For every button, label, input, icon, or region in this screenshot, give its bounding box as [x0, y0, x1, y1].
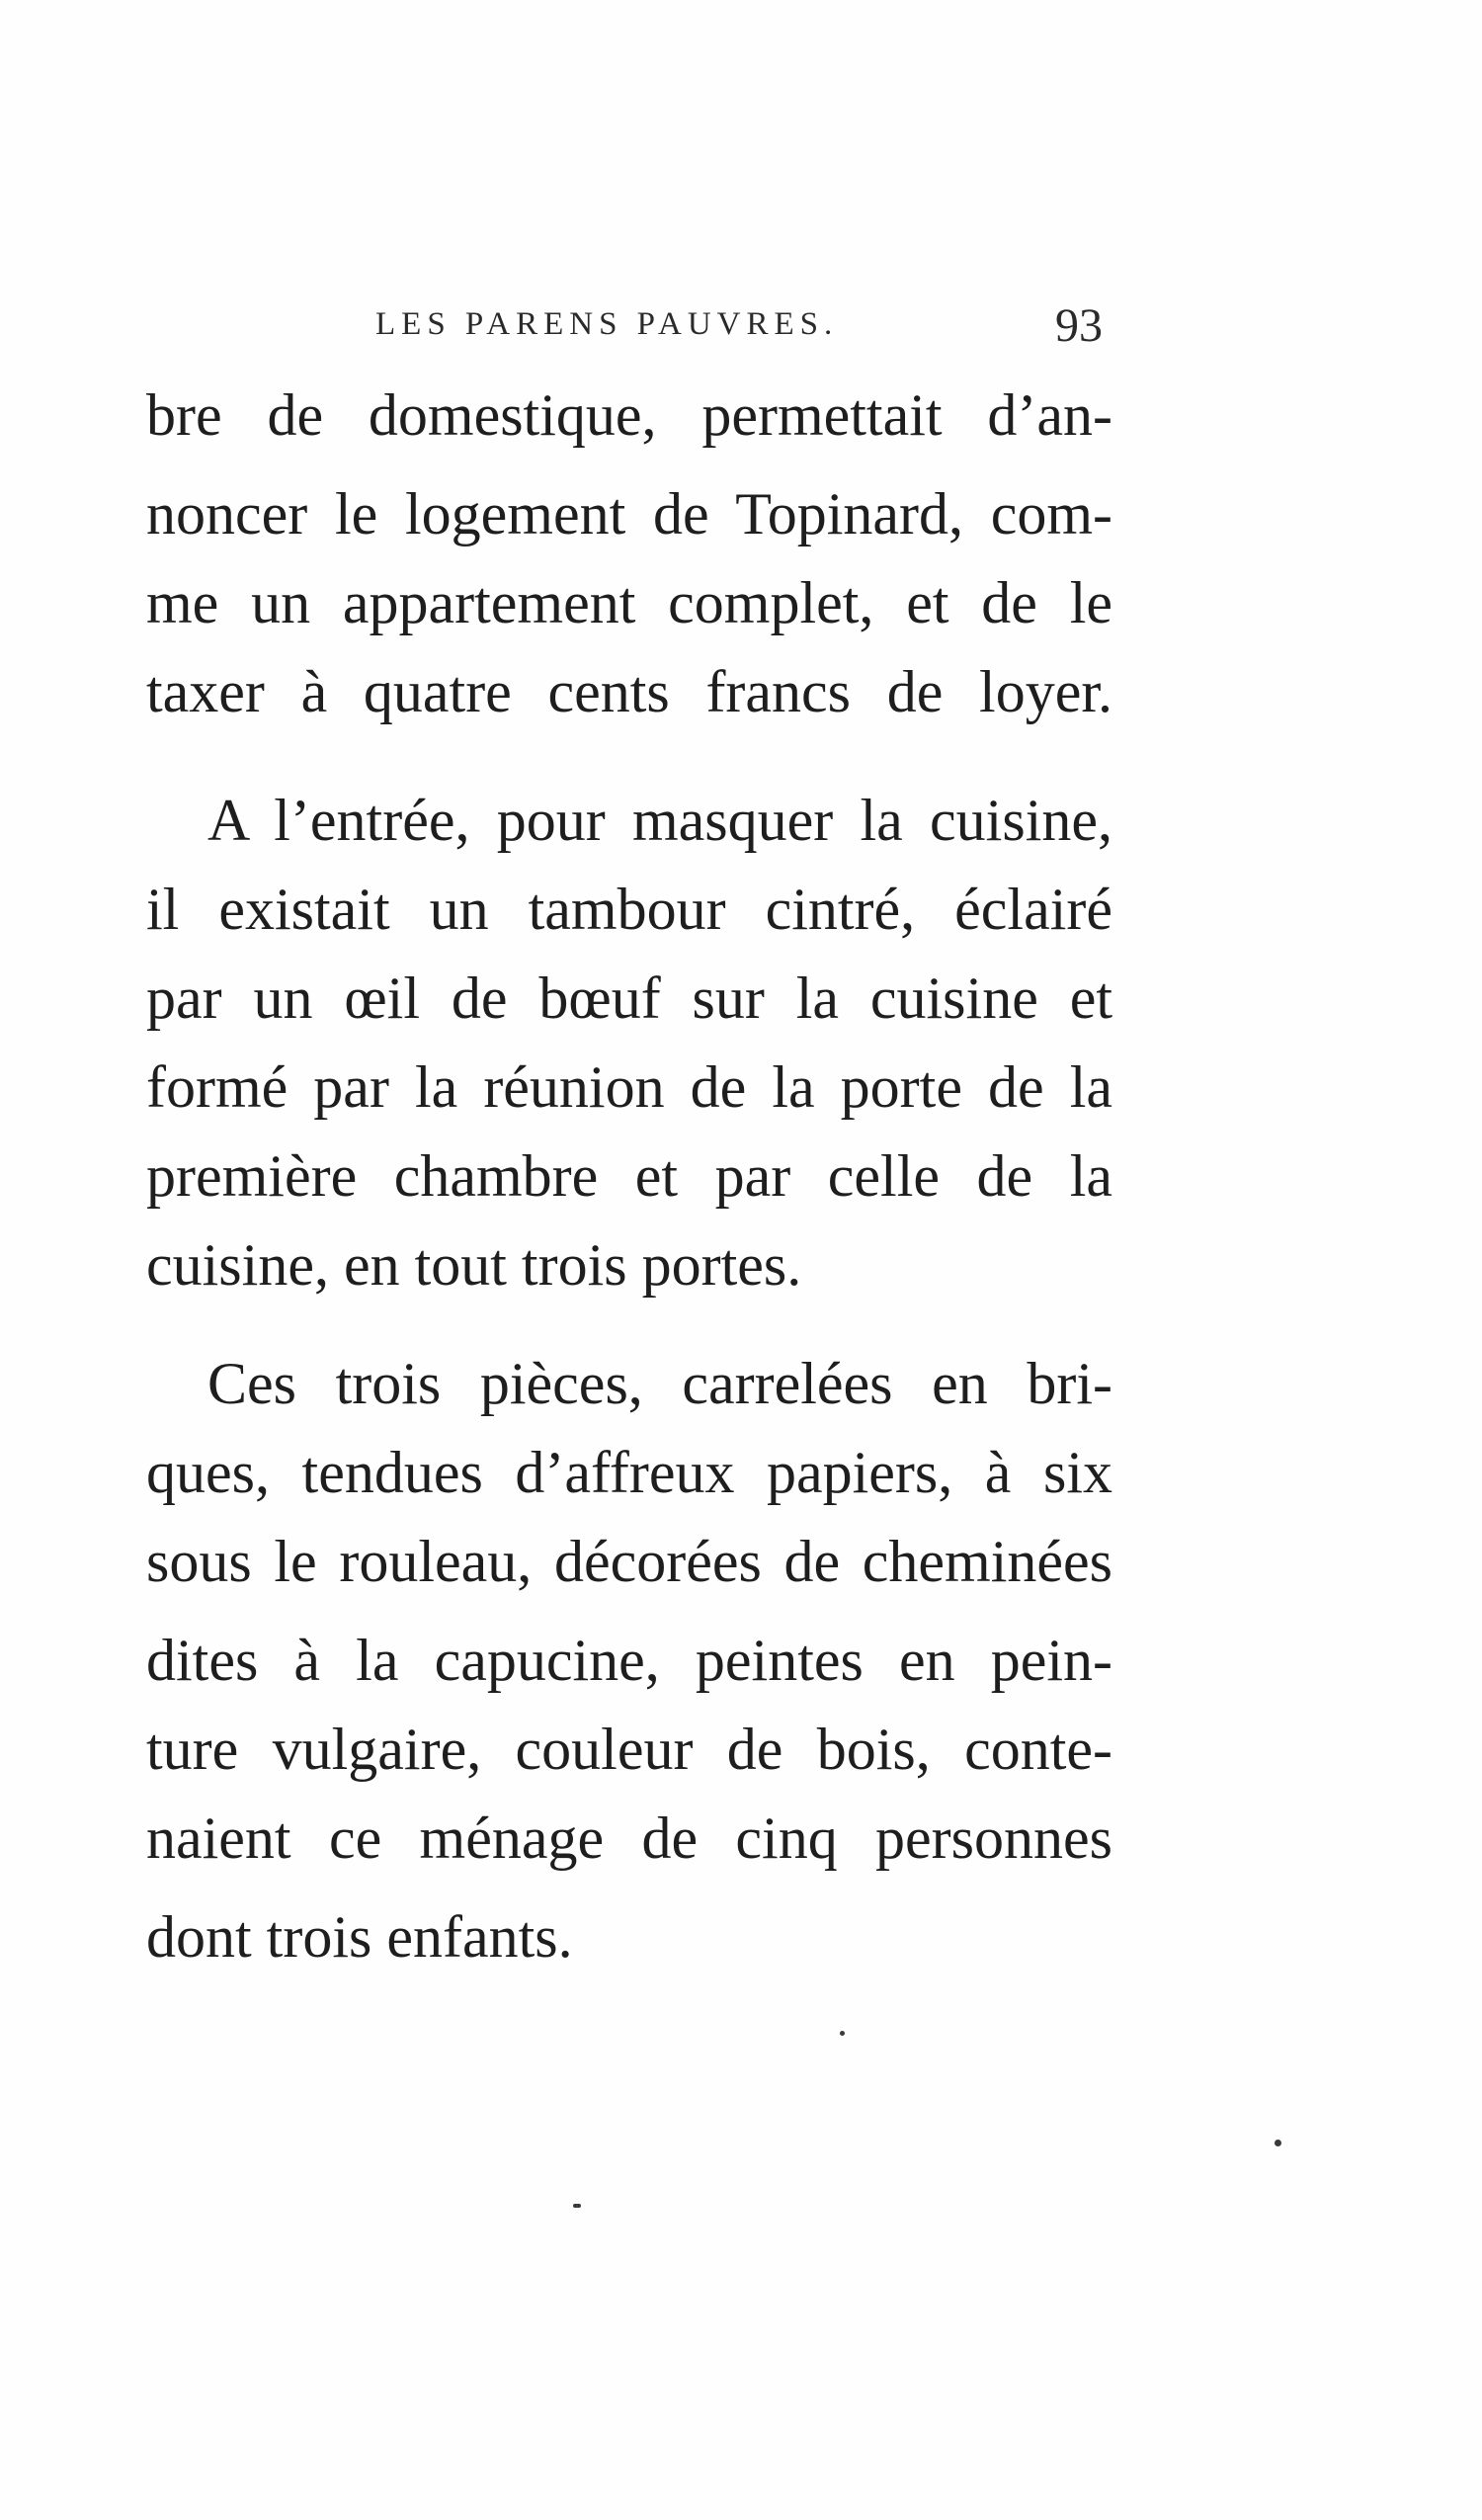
text-line: ture vulgaire, couleur de bois, conte-	[146, 1717, 1112, 1782]
text-line: naient ce ménage de cinq personnes	[146, 1806, 1112, 1871]
running-head	[0, 296, 1482, 356]
text-line: A l’entrée, pour masquer la cuisine,	[207, 788, 1112, 853]
text-line: sous le rouleau, décorées de cheminées	[146, 1529, 1112, 1594]
ink-speck	[840, 2031, 845, 2036]
text-line: me un appartement complet, et de le	[146, 570, 1112, 635]
page-number: 93	[1055, 299, 1103, 352]
text-line: première chambre et par celle de la	[146, 1143, 1112, 1209]
text-line: noncer le logement de Topinard, com-	[146, 481, 1112, 546]
ink-speck	[573, 2204, 581, 2208]
running-title: LES PARENS PAUVRES.	[375, 306, 839, 342]
text-line: dites à la capucine, peintes en pein-	[146, 1628, 1112, 1693]
text-line: formé par la réunion de la porte de la	[146, 1054, 1112, 1120]
text-line: bre de domestique, permettait d’an-	[146, 382, 1112, 448]
ink-speck	[1275, 2140, 1281, 2146]
text-line: dont trois enfants.	[146, 1904, 573, 1970]
text-line: taxer à quatre cents francs de loyer.	[146, 659, 1112, 724]
text-line: ques, tendues d’affreux papiers, à six	[146, 1440, 1112, 1505]
text-line: Ces trois pièces, carrelées en bri-	[207, 1351, 1112, 1416]
text-line: par un œil de bœuf sur la cuisine et	[146, 966, 1112, 1031]
text-line: cuisine, en tout trois portes.	[146, 1232, 802, 1298]
text-line: il existait un tambour cintré, éclairé	[146, 877, 1112, 942]
